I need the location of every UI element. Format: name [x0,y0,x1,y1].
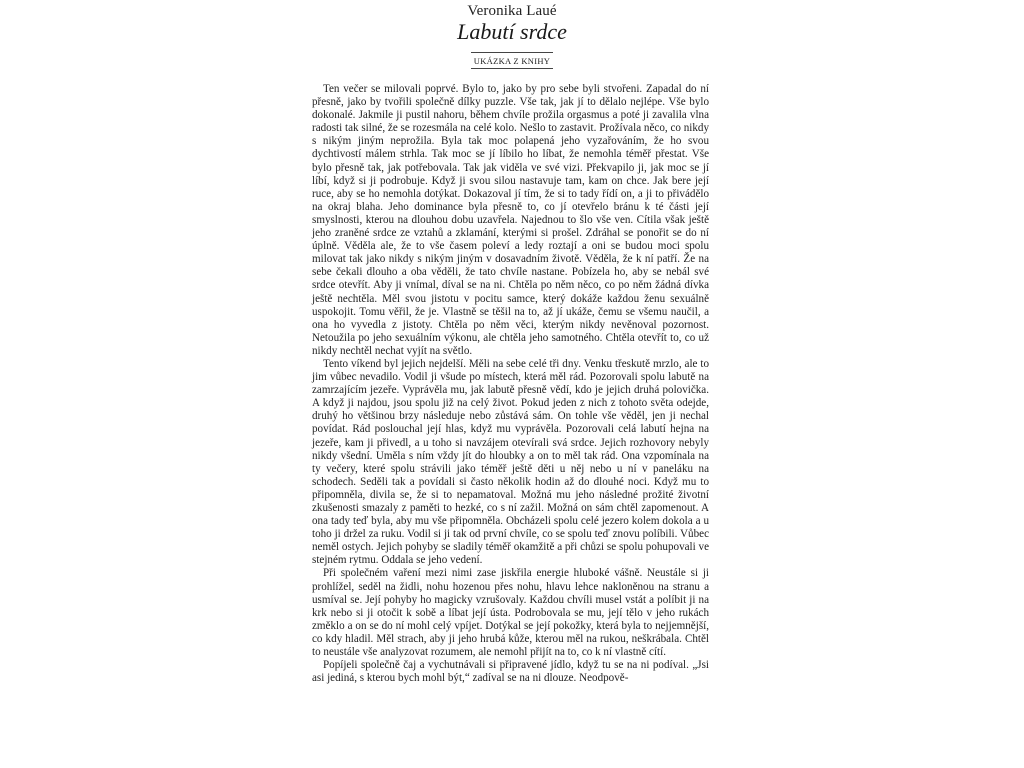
paragraph: Popíjeli společně čaj a vychutnávali si připravené jídlo, když tu se na ni podíval. „Jsi asi jediná, s kterou bych mohl být,“ zadíval se na ni dlouze. Neodpově- [312,659,709,685]
sample-label-wrapper [0,51,1024,69]
excerpt-text [312,83,709,685]
paragraph: Tento víkend byl jejich nejdelší. Měli na sebe celé tři dny. Venku třeskutě mrzlo, ale to jim vůbec nevadilo. Vodil ji všude po místech, která měl rád. Pozorovali spolu labutě na zamrzajícím jezeře. Vyprávěla mu, jak labutě přesně vědí, kdo je jejich druhá polovička. A když ji najdou, jsou spolu již na celý život. Pokud jeden z nich z tohoto světa odejde, druhý ho většinou brzy následuje nebo zůstává sám. On tohle vše věděl, jen ji nechal povídat. Rád poslouchal její hlas, když mu vyprávěla. Pozorovali celá labutí hejna na jezeře, kam ji přivedl, a u toho si navzájem otevírali svá srdce. Jejich rozhovory nebyly nikdy všední. Uměla s ním vždy jít do hloubky a on to měl tak rád. Ona vzpomínala na ty večery, které spolu strávili jako téměř ještě děti u něj nebo u ní v paneláku na schodech. Seděli tak a povídali si často několik hodin až do dlouhé noci. Když mu to připomněla, divila se, že si to nepamatoval. Možná mu jeho následné prožité životní zkušenosti smazaly z paměti to hezké, co s ní zažil. Možná on sám chtěl zapomenout. A ona tady teď byla, aby mu vše připomněla. Obcházeli spolu celé jezero kolem dokola a u toho ji držel za ruku. Vodil si ji tak od první chvíle, co se spolu teď znovu políbili. Vůbec neměl ostych. Jejich pohyby se sladily téměř okamžitě a při chůzi se spolu pohupovali ve stejném rytmu. Oddala se jeho vedení. [312,357,709,567]
author-name: Veronika Laué [467,3,557,19]
sample-label: UKÁZKA Z KNIHY [471,52,553,69]
paragraph: Ten večer se milovali poprvé. Bylo to, jako by pro sebe byli stvořeni. Zapadal do ní přesně, jako by tvořili společně dílky puzzle. Vše tak, jak jí to dělalo nejlépe. Vše bylo dokonalé. Jakmile ji pustil nahoru, během chvíle prožila orgasmus a poté ji zavalila vlna radosti tak silné, že se rozesmála na celé kolo. Nešlo to zastavit. Prožívala něco, co nikdy s nikým jiným neprožila. Byla tak moc polapená jeho vyzařováním, že ho svou dychtivostí málem strhla. Tak moc se jí líbilo ho líbat, že nemohla téměř přestat. Vše bylo přesně tak, jak potřebovala. Tak jak viděla ve své vizi. Překvapilo ji, jak moc se jí líbí, když si ji podrobuje. Když ji svou silou nastavuje tam, kam on chce. Jak bere její ruce, aby se ho nemohla dotýkat. Dokazoval jí tím, že si to tady řídí on, a ji to přivádělo na okraj blaha. Jeho dominance byla přesně to, co jí otevřelo bránu k té části její smyslnosti, kterou na dlouhou dobu uzavřela. Najednou to šlo vše ven. Cítila však ještě jeho zraněné srdce ze vztahů a zklamání, kterými si prošel. Zdráhal se ponořit se do ní úplně. Věděla ale, že to vše časem poleví a ledy roztají a oni se budou moci spolu milovat tak jako nikdy s nikým jiným v dosavadním životě. Věděla, že k ní patří. Že na sebe čekali dlouho a oba věděli, že tato chvíle nastane. Pobízela ho, aby se nebál své srdce otevřít. Aby ji vnímal, díval se na ni. Chtěla po něm něco, co po něm žádná dívka ještě nechtěla. Měl svou jistotu v pocitu samce, který dokáže každou ženu sexuálně uspokojit. Tomu věřil, že je. Vlastně se těšil na to, až jí ukáže, čemu se všemu naučil, a ona ho vyvedla z jistoty. Chtěla po něm věci, kterým nikdy nevěnoval pozornost. Netoužila po jeho sexuálním výkonu, ale chtěla jeho samotného. Chtěla otevřít to, co už nikdy nechtěl nechat vyjít na světlo. [312,83,709,357]
paragraph: Při společném vaření mezi nimi zase jiskřila energie hluboké vášně. Neustále si ji prohlížel, seděl na židli, nohu hozenou přes nohu, hlavu lehce nakloněnou na stranu a usmíval se. Její pohyby ho magicky vzrušovaly. Každou chvíli musel vstát a políbit ji na krk nebo si ji otočit k sobě a líbat její ústa. Podrobovala se mu, její tělo v jeho rukách změklo a on se do ní mohl celý vpíjet. Dotýkal se její pokožky, která byla to nejjemnější, co kdy hladil. Měl strach, aby ji jeho hrubá kůže, kterou měl na rukou, neškrábala. Chtěl to neustále vše analyzovat rozumem, ale nemohl přijít na to, co k ní vlastně cítí. [312,567,709,659]
book-title: Labutí srdce [457,19,567,44]
